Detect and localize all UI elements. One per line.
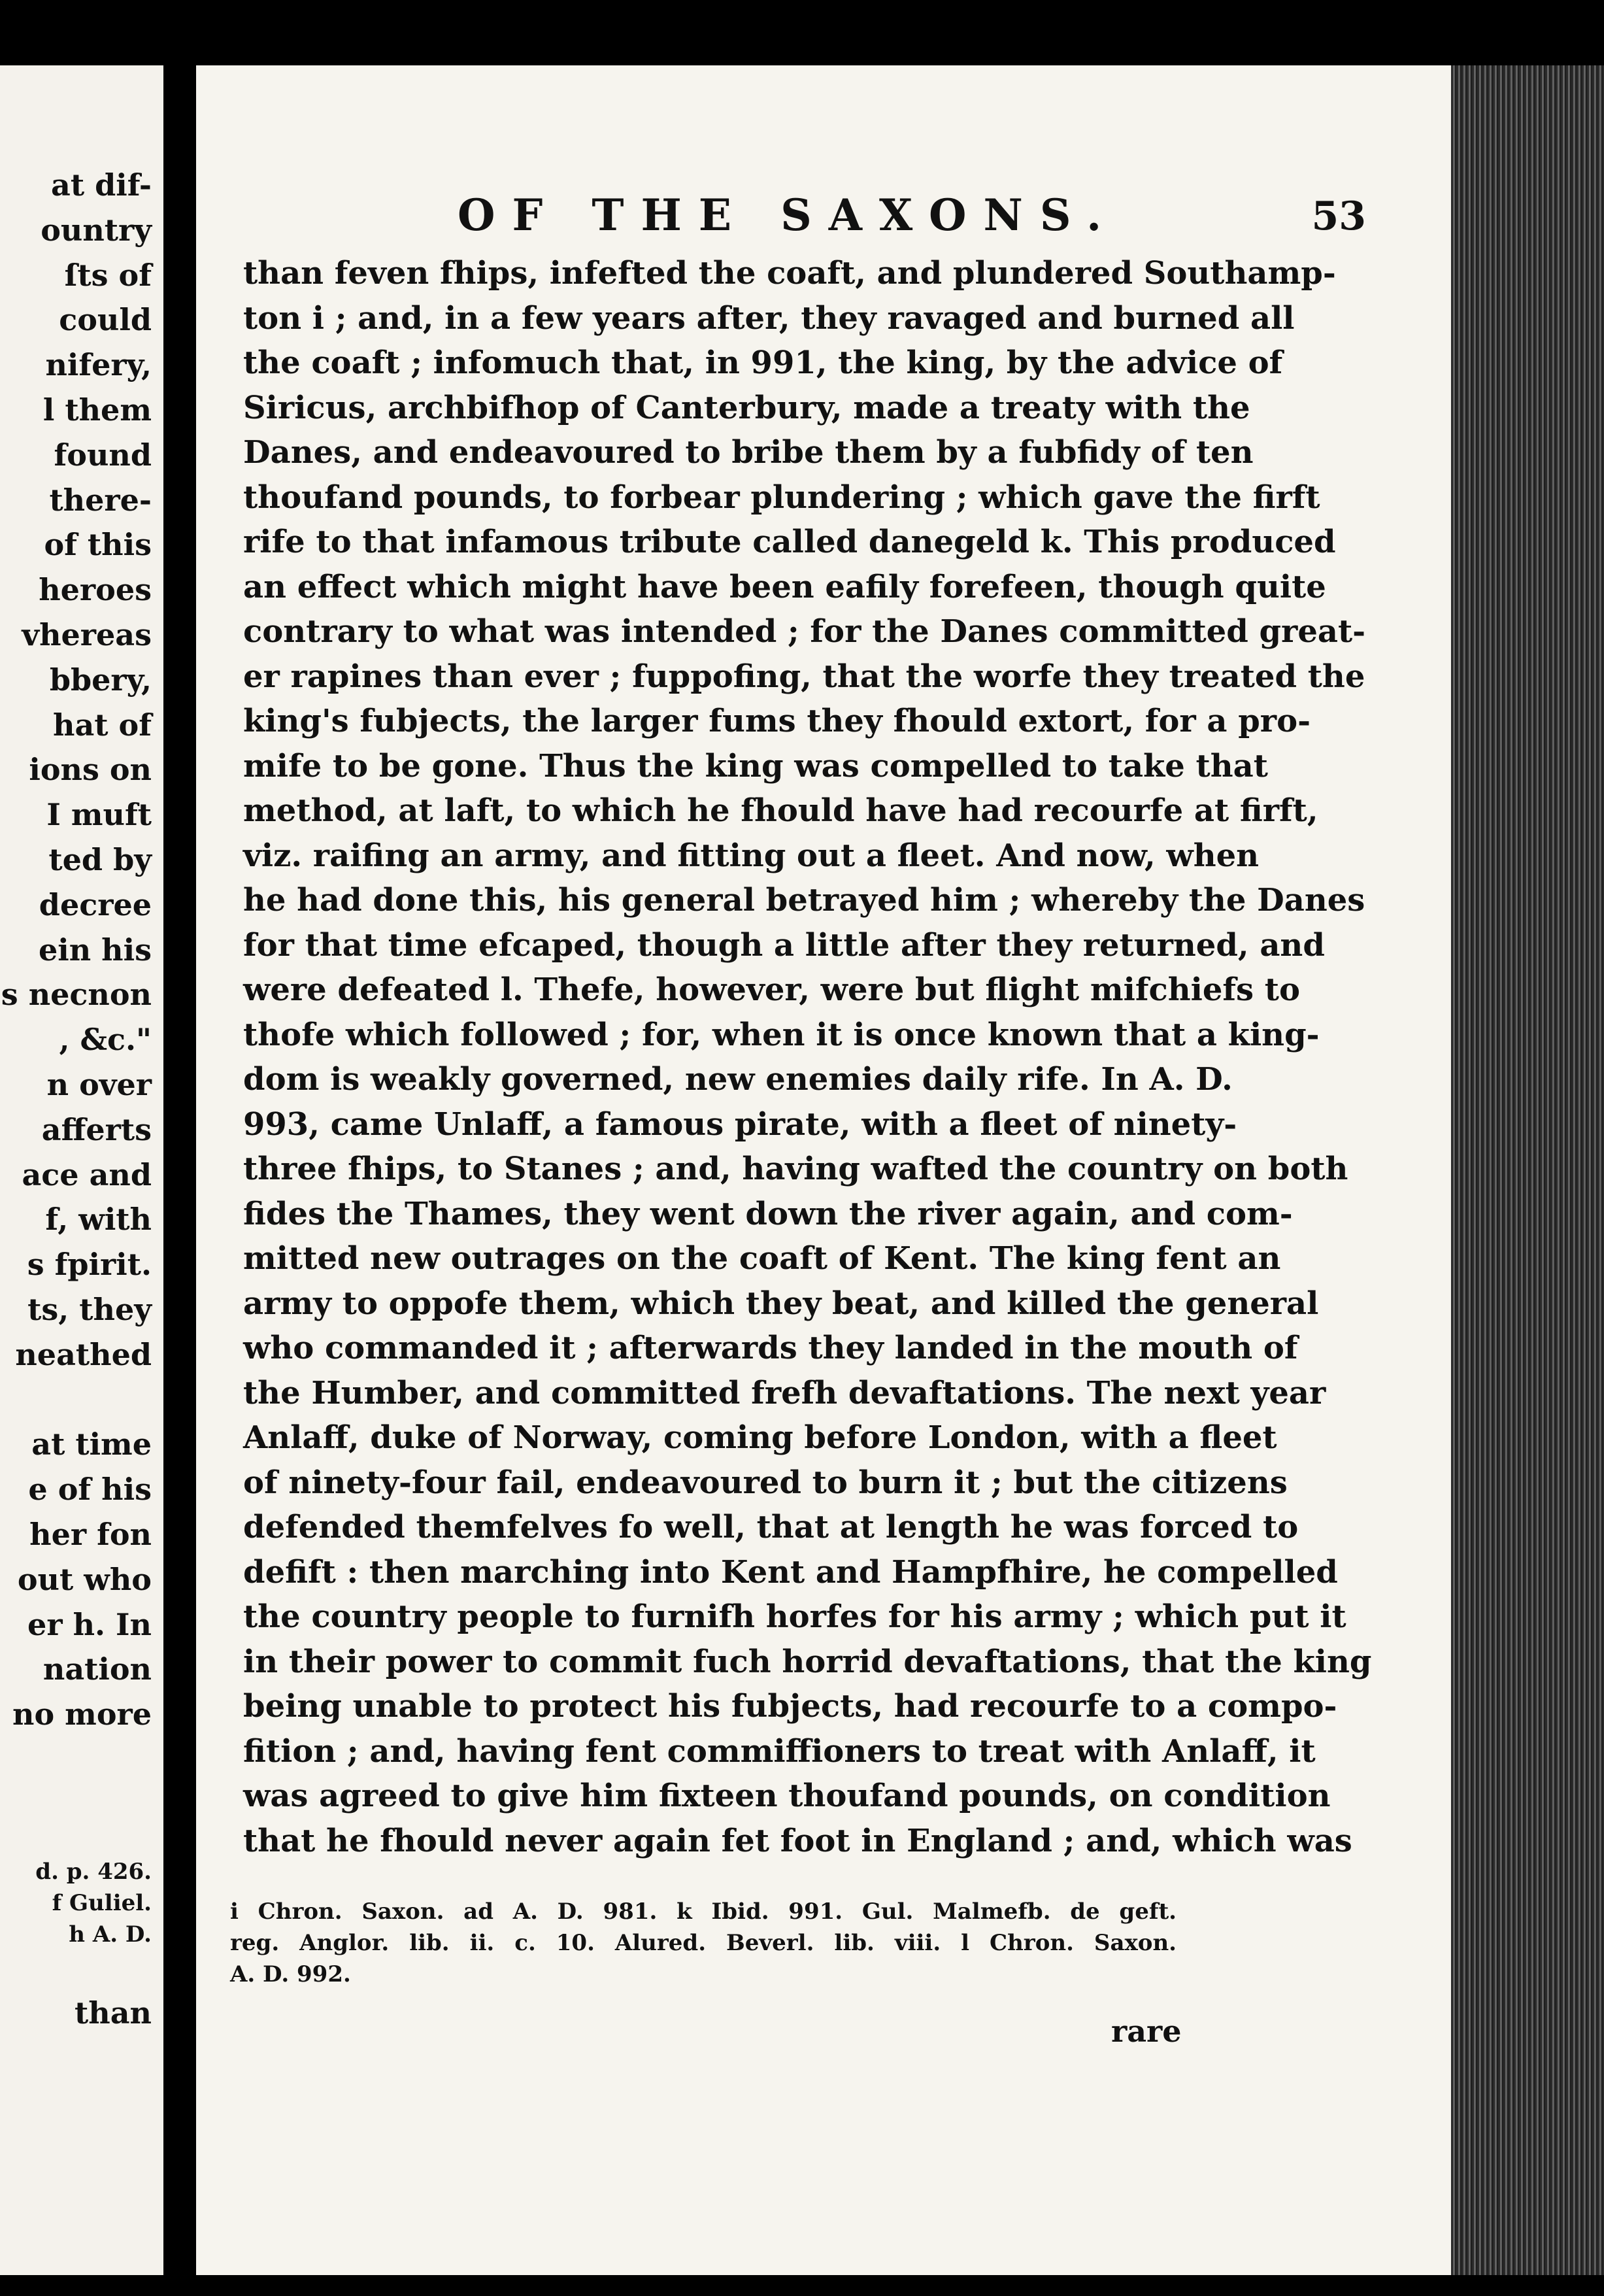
left-page-line: hat of (53, 707, 152, 743)
body-line: he had done this, his general betrayed him ; whereby the Danes (243, 882, 1365, 919)
footnote-line: reg. Anglor. lib. ii. c. 10. Alured. Beverl. lib. viii. l Chron. Saxon. (230, 1930, 1177, 1956)
left-page-line: neathed (15, 1336, 152, 1372)
body-line: for that time efcaped, though a little after they returned, and (243, 926, 1325, 964)
left-page-line: I muft (46, 797, 152, 833)
left-page-line: ace and (22, 1156, 152, 1192)
left-page-line: afferts (41, 1111, 152, 1147)
left-page-line: ted by (48, 842, 152, 877)
left-page-line: vhereas (22, 617, 152, 652)
left-page-line: ts, they (27, 1292, 152, 1327)
left-page-line: , &c." (59, 1022, 152, 1058)
left-page-line: there- (49, 482, 152, 518)
left-page-footnote-line: d. p. 426. (35, 1859, 152, 1885)
left-page-line: at dif- (51, 167, 152, 203)
body-line: was agreed to give him fixteen thoufand pounds, on condition (243, 1778, 1331, 1814)
left-page-line: out who (17, 1561, 152, 1597)
body-line: Anlaff, duke of Norway, coming before London, with a fleet (243, 1419, 1277, 1456)
body-line: 993, came Unlaff, a famous pirate, with a fleet of ninety- (243, 1106, 1237, 1143)
left-page-line: nation (42, 1651, 152, 1687)
body-line: method, at laft, to which he fhould have had recourfe at firft, (243, 792, 1318, 829)
body-line: fition ; and, having fent commiffioners to treat with Anlaff, it (243, 1732, 1316, 1770)
left-page-line: s fpirit. (27, 1247, 152, 1283)
left-page-line: at time (31, 1427, 152, 1462)
body-line: mitted new outrages on the coaft of Kent. The king fent an (243, 1240, 1281, 1277)
body-line: fides the Thames, they went down the river again, and com- (243, 1195, 1293, 1232)
running-title: OF THE SAXONS. (458, 190, 1119, 241)
body-line: er rapines than ever ; fuppofing, that the worfe they treated the (243, 658, 1365, 695)
left-page-line: n over (46, 1067, 152, 1102)
body-line: contrary to what was intended ; for the Danes committed great- (243, 613, 1366, 650)
page-header (242, 190, 1366, 242)
body-line: rife to that infamous tribute called danegeld k. This produced (243, 524, 1336, 560)
left-page-line: s necnon (1, 977, 152, 1013)
left-page-line: heroes (39, 572, 152, 608)
left-page-line: could (59, 302, 152, 338)
left-page-line: ountry (41, 212, 152, 248)
body-line: Danes, and endeavoured to bribe them by a fubfidy of ten (243, 434, 1254, 471)
footnote-line: A. D. 992. (230, 1961, 351, 1987)
body-line: thofe which followed ; for, when it is once known that a king- (243, 1016, 1320, 1053)
footnote-line: i Chron. Saxon. ad A. D. 981. k Ibid. 991. Gul. Malmefb. de geft. (230, 1899, 1177, 1925)
left-page-line: ions on (29, 752, 152, 788)
left-page-line: her fon (29, 1517, 152, 1552)
body-line: who commanded it ; afterwards they landed in the mouth of (243, 1330, 1298, 1366)
body-text (243, 251, 1372, 1863)
page-fore-edge (1451, 65, 1604, 2275)
left-page-line: e of his (28, 1472, 152, 1508)
body-line: thoufand pounds, to forbear plundering ; which gave the firft (243, 479, 1320, 516)
body-line: of ninety-four fail, endeavoured to burn it ; but the citizens (243, 1464, 1288, 1501)
left-page-line: er h. In (27, 1606, 152, 1642)
body-line: Siricus, archbifhop of Canterbury, made a treaty with the (243, 389, 1250, 426)
page-number: 53 (1311, 194, 1366, 239)
left-page-footnote-line: h A. D. (69, 1921, 152, 1948)
left-page-footnote-line: f Guliel. (52, 1890, 152, 1916)
body-line: the country people to furnifh horfes for his army ; which put it (243, 1598, 1346, 1635)
left-page-line: no more (12, 1697, 152, 1732)
body-line: were defeated l. Thefe, however, were but flight mifchiefs to (243, 971, 1300, 1008)
body-line: defift : then marching into Kent and Hampfhire, he compelled (243, 1553, 1338, 1591)
left-page-fragment (0, 65, 163, 2275)
left-page-line: nifery, (45, 347, 152, 383)
left-page-line: f, with (45, 1202, 152, 1238)
body-line: ton i ; and, in a few years after, they ravaged and burned all (243, 299, 1295, 337)
body-line: that he fhould never again fet foot in England ; and, which was (243, 1822, 1352, 1859)
body-line: dom is weakly governed, new enemies daily rife. In A. D. (243, 1061, 1233, 1098)
body-line: in their power to commit fuch horrid devaftations, that the king (243, 1643, 1372, 1680)
body-line: king's fubjects, the larger fums they fhould extort, for a pro- (243, 703, 1311, 739)
left-page-line: decree (39, 886, 152, 922)
body-line: being unable to protect his fubjects, had recourfe to a compo- (243, 1688, 1337, 1725)
body-line: mife to be gone. Thus the king was compelled to take that (243, 747, 1268, 785)
left-page-catchword: than (75, 1995, 152, 2031)
left-page-line: ſts of (64, 257, 152, 293)
left-page-line: of this (44, 527, 152, 563)
left-page-line: ein his (38, 932, 152, 968)
body-line: an effect which might have been eafily forefeen, though quite (243, 568, 1326, 605)
body-line: army to oppofe them, which they beat, and killed the general (243, 1285, 1319, 1322)
footnotes (230, 1896, 1177, 1990)
body-line: three fhips, to Stanes ; and, having wafted the country on both (243, 1151, 1348, 1187)
body-line: defended themfelves fo well, that at length he was forced to (243, 1509, 1299, 1545)
body-line: the Humber, and committed frefh devaftations. The next year (243, 1374, 1326, 1411)
left-page-line: bbery, (49, 662, 152, 698)
body-line: than feven fhips, infefted the coaft, and plundered Southamp- (243, 255, 1336, 292)
body-line: viz. raifing an army, and fitting out a fleet. And now, when (243, 837, 1260, 874)
left-page-line: found (54, 437, 152, 473)
body-line: the coaft ; infomuch that, in 991, the king, by the advice of (243, 345, 1283, 381)
catchword: rare (1111, 2014, 1182, 2049)
left-page-line: l them (42, 392, 152, 428)
